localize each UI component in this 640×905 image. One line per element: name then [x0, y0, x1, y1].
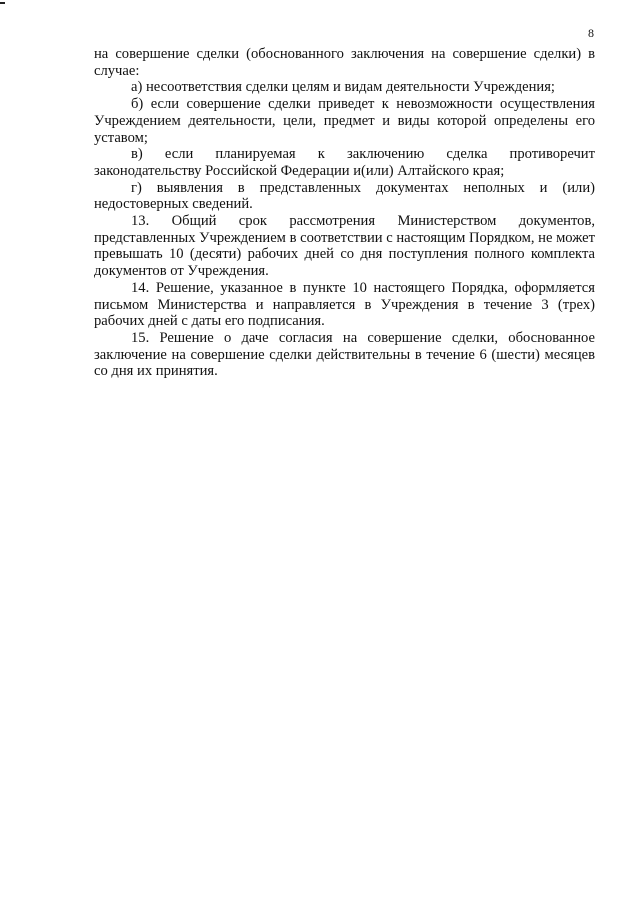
paragraph-15: 15. Решение о даче согласия на совершение сделки, обоснованное заключение на совершение сделки действительны в течение 6 (шести) месяцев со дня их принятия.: [94, 329, 595, 380]
paragraph-13: 13. Общий срок рассмотрения Министерством документов, представленных Учреждением в соответствии с настоящим Порядком, не может превышать 10 (десяти) рабочих дней со дня поступления полного комплекта документов от Учреждения.: [94, 213, 595, 280]
paragraph-item-v: в) если планируемая к заключению сделка противоречит законодательству Российской Федерации и(или) Алтайского края;: [94, 146, 595, 179]
paragraph-continuation: на совершение сделки (обоснованного заключения на совершение сделки) в случае:: [94, 46, 595, 79]
paragraph-item-g: г) выявления в представленных документах неполных и (или) недостоверных сведений.: [94, 179, 595, 213]
scan-corner-mark: [0, 2, 5, 4]
page-number: 8: [588, 26, 594, 40]
document-body: [94, 46, 595, 380]
paragraph-item-a: а) несоответствия сделки целям и видам деятельности Учреждения;: [131, 79, 555, 96]
paragraph-14: 14. Решение, указанное в пункте 10 настоящего Порядка, оформляется письмом Министерства и направляется в Учреждения в течение 3 (трех) рабочих дней с даты его подписания.: [94, 279, 595, 330]
paragraph-item-b: б) если совершение сделки приведет к невозможности осуществления Учреждением деятельности, цели, предмет и виды которой определены его уставом;: [94, 96, 595, 146]
